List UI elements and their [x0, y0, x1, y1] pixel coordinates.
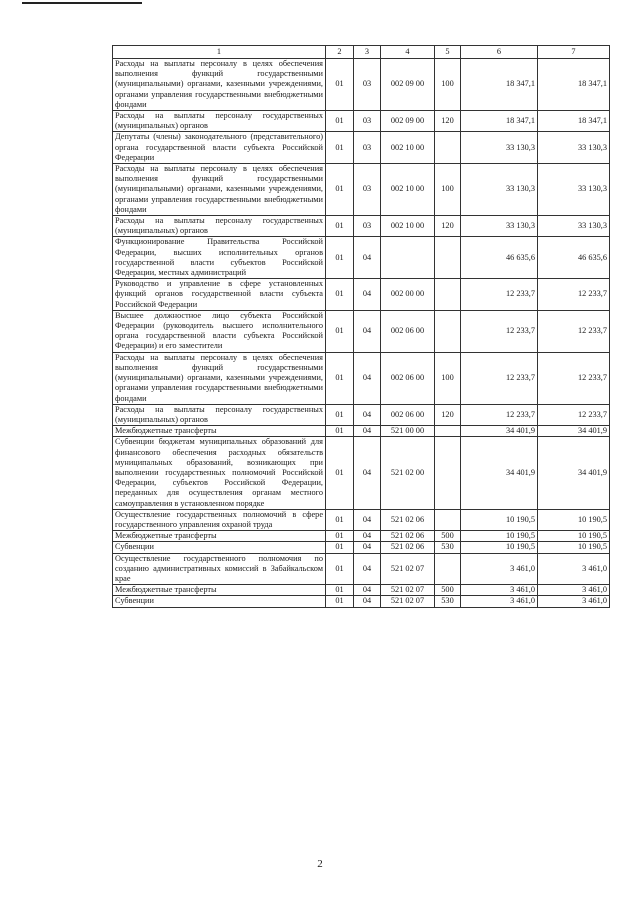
expense-type-cell: 500: [435, 531, 461, 542]
amount-col6-cell: 34 401,9: [461, 437, 538, 509]
amount-col7-cell: 10 190,5: [538, 509, 610, 530]
subsection-code-cell: 04: [354, 426, 381, 437]
expense-type-cell: [435, 553, 461, 585]
expense-type-cell: 120: [435, 216, 461, 237]
table-row: [113, 509, 610, 530]
target-article-cell: 002 10 00: [381, 132, 435, 164]
table-row: [113, 426, 610, 437]
subsection-code-cell: 04: [354, 585, 381, 596]
subsection-code-cell: 03: [354, 216, 381, 237]
amount-col6-cell: 33 130,3: [461, 164, 538, 216]
expense-type-cell: [435, 237, 461, 279]
expense-type-cell: 530: [435, 596, 461, 607]
target-article-cell: 521 02 07: [381, 585, 435, 596]
amount-col6-cell: 33 130,3: [461, 216, 538, 237]
top-rule: [22, 2, 142, 4]
table-row: [113, 531, 610, 542]
section-code-cell: 01: [326, 531, 354, 542]
target-article-cell: 002 00 00: [381, 279, 435, 311]
amount-col7-cell: 12 233,7: [538, 310, 610, 352]
amount-col6-cell: 10 190,5: [461, 542, 538, 553]
amount-col7-cell: 18 347,1: [538, 111, 610, 132]
amount-col6-cell: 18 347,1: [461, 111, 538, 132]
expense-type-cell: [435, 437, 461, 509]
target-article-cell: 521 02 06: [381, 542, 435, 553]
section-code-cell: 01: [326, 437, 354, 509]
table-row: [113, 279, 610, 311]
target-article-cell: 002 06 00: [381, 404, 435, 425]
target-article-cell: 002 10 00: [381, 216, 435, 237]
table-row: [113, 237, 610, 279]
amount-col7-cell: 3 461,0: [538, 553, 610, 585]
column-header: 5: [435, 46, 461, 59]
table-row: [113, 216, 610, 237]
subsection-code-cell: 04: [354, 596, 381, 607]
amount-col6-cell: 46 635,6: [461, 237, 538, 279]
subsection-code-cell: 03: [354, 59, 381, 111]
expense-type-cell: [435, 310, 461, 352]
subsection-code-cell: 04: [354, 437, 381, 509]
section-code-cell: 01: [326, 404, 354, 425]
amount-col7-cell: 34 401,9: [538, 426, 610, 437]
table-row: [113, 553, 610, 585]
table-row: [113, 132, 610, 164]
subsection-code-cell: 04: [354, 553, 381, 585]
section-code-cell: 01: [326, 164, 354, 216]
amount-col7-cell: 33 130,3: [538, 132, 610, 164]
expense-type-cell: [435, 426, 461, 437]
target-article-cell: [381, 237, 435, 279]
subsection-code-cell: 03: [354, 111, 381, 132]
table-row: [113, 585, 610, 596]
row-name-cell: Высшее должностное лицо субъекта Российской Федерации (руководитель высшего исполнительного органа государственной власти субъекта Российской Федерации) и его заместители: [113, 310, 326, 352]
section-code-cell: 01: [326, 596, 354, 607]
amount-col6-cell: 3 461,0: [461, 553, 538, 585]
section-code-cell: 01: [326, 111, 354, 132]
expense-type-cell: 530: [435, 542, 461, 553]
subsection-code-cell: 04: [354, 310, 381, 352]
section-code-cell: 01: [326, 352, 354, 404]
section-code-cell: 01: [326, 59, 354, 111]
row-name-cell: Субвенции: [113, 596, 326, 607]
section-code-cell: 01: [326, 310, 354, 352]
expense-type-cell: 120: [435, 111, 461, 132]
subsection-code-cell: 04: [354, 279, 381, 311]
amount-col7-cell: 34 401,9: [538, 437, 610, 509]
table-row: [113, 111, 610, 132]
table-row: [113, 164, 610, 216]
row-name-cell: Расходы на выплаты персоналу государственных (муниципальных) органов: [113, 404, 326, 425]
expense-type-cell: 100: [435, 164, 461, 216]
section-code-cell: 01: [326, 279, 354, 311]
target-article-cell: 521 00 00: [381, 426, 435, 437]
page-number: 2: [317, 858, 323, 870]
amount-col6-cell: 12 233,7: [461, 352, 538, 404]
row-name-cell: Субвенции бюджетам муниципальных образований для финансового обеспечения расходных обязательств муниципальных образований, возникающих при выполнении государственных полномочий Российской Федерации, субъектов Российской Федерации, переданных для осуществления органам местного самоуправления в установленном порядке: [113, 437, 326, 509]
target-article-cell: 521 02 07: [381, 553, 435, 585]
section-code-cell: 01: [326, 237, 354, 279]
row-name-cell: Расходы на выплаты персоналу государственных (муниципальных) органов: [113, 111, 326, 132]
target-article-cell: 002 09 00: [381, 111, 435, 132]
section-code-cell: 01: [326, 553, 354, 585]
row-name-cell: Межбюджетные трансферты: [113, 426, 326, 437]
table-row: [113, 542, 610, 553]
column-header: 6: [461, 46, 538, 59]
target-article-cell: 002 10 00: [381, 164, 435, 216]
amount-col6-cell: 12 233,7: [461, 404, 538, 425]
row-name-cell: Депутаты (члены) законодательного (представительного) органа государственной власти субъекта Российской Федерации: [113, 132, 326, 164]
amount-col7-cell: 18 347,1: [538, 59, 610, 111]
table-row: [113, 59, 610, 111]
expense-type-cell: 500: [435, 585, 461, 596]
subsection-code-cell: 04: [354, 531, 381, 542]
amount-col7-cell: 46 635,6: [538, 237, 610, 279]
expense-type-cell: 100: [435, 352, 461, 404]
subsection-code-cell: 04: [354, 542, 381, 553]
section-code-cell: 01: [326, 216, 354, 237]
amount-col6-cell: 34 401,9: [461, 426, 538, 437]
section-code-cell: 01: [326, 426, 354, 437]
row-name-cell: Осуществление государственного полномочия по созданию административных комиссий в Забайкальском крае: [113, 553, 326, 585]
subsection-code-cell: 04: [354, 509, 381, 530]
row-name-cell: Субвенции: [113, 542, 326, 553]
row-name-cell: Функционирование Правительства Российской Федерации, высших исполнительных органов государственной власти субъектов Российской Федерации, местных администраций: [113, 237, 326, 279]
row-name-cell: Расходы на выплаты персоналу в целях обеспечения выполнения функций государственными (муниципальными) органами, казенными учреждениями, органами управления государственными внебюджетными фондами: [113, 352, 326, 404]
table-row: [113, 404, 610, 425]
expense-type-cell: [435, 132, 461, 164]
row-name-cell: Расходы на выплаты персоналу государственных (муниципальных) органов: [113, 216, 326, 237]
amount-col6-cell: 3 461,0: [461, 585, 538, 596]
subsection-code-cell: 04: [354, 404, 381, 425]
column-header: 2: [326, 46, 354, 59]
amount-col7-cell: 12 233,7: [538, 279, 610, 311]
table-row: [113, 437, 610, 509]
expense-type-cell: [435, 509, 461, 530]
section-code-cell: 01: [326, 509, 354, 530]
target-article-cell: 002 06 00: [381, 352, 435, 404]
row-name-cell: Расходы на выплаты персоналу в целях обеспечения выполнения функций государственными (муниципальными) органами, казенными учреждениями, органами управления государственными внебюджетными фондами: [113, 59, 326, 111]
column-header: 1: [113, 46, 326, 59]
table-row: [113, 596, 610, 607]
section-code-cell: 01: [326, 132, 354, 164]
row-name-cell: Межбюджетные трансферты: [113, 585, 326, 596]
subsection-code-cell: 03: [354, 164, 381, 216]
amount-col6-cell: 3 461,0: [461, 596, 538, 607]
table-row: [113, 352, 610, 404]
amount-col7-cell: 12 233,7: [538, 352, 610, 404]
subsection-code-cell: 03: [354, 132, 381, 164]
row-name-cell: Межбюджетные трансферты: [113, 531, 326, 542]
amount-col6-cell: 12 233,7: [461, 310, 538, 352]
amount-col7-cell: 3 461,0: [538, 596, 610, 607]
target-article-cell: 521 02 06: [381, 509, 435, 530]
amount-col7-cell: 3 461,0: [538, 585, 610, 596]
target-article-cell: 521 02 06: [381, 531, 435, 542]
expense-type-cell: [435, 279, 461, 311]
target-article-cell: 002 09 00: [381, 59, 435, 111]
amount-col7-cell: 33 130,3: [538, 164, 610, 216]
column-header: 7: [538, 46, 610, 59]
amount-col6-cell: 10 190,5: [461, 509, 538, 530]
amount-col7-cell: 33 130,3: [538, 216, 610, 237]
expense-type-cell: 100: [435, 59, 461, 111]
budget-table: [112, 45, 610, 608]
section-code-cell: 01: [326, 585, 354, 596]
target-article-cell: 521 02 00: [381, 437, 435, 509]
expense-type-cell: 120: [435, 404, 461, 425]
table-row: [113, 310, 610, 352]
amount-col7-cell: 10 190,5: [538, 542, 610, 553]
column-header: 4: [381, 46, 435, 59]
target-article-cell: 002 06 00: [381, 310, 435, 352]
amount-col7-cell: 12 233,7: [538, 404, 610, 425]
row-name-cell: Расходы на выплаты персоналу в целях обеспечения выполнения функций государственными (муниципальными) органами, казенными учреждениями, органами управления государственными внебюджетными фондами: [113, 164, 326, 216]
amount-col6-cell: 18 347,1: [461, 59, 538, 111]
column-header: 3: [354, 46, 381, 59]
section-code-cell: 01: [326, 542, 354, 553]
amount-col6-cell: 10 190,5: [461, 531, 538, 542]
row-name-cell: Руководство и управление в сфере установленных функций органов государственной власти субъекта Российской Федерации: [113, 279, 326, 311]
amount-col7-cell: 10 190,5: [538, 531, 610, 542]
amount-col6-cell: 12 233,7: [461, 279, 538, 311]
amount-col6-cell: 33 130,3: [461, 132, 538, 164]
table-header-row: [113, 46, 610, 59]
target-article-cell: 521 02 07: [381, 596, 435, 607]
subsection-code-cell: 04: [354, 237, 381, 279]
subsection-code-cell: 04: [354, 352, 381, 404]
row-name-cell: Осуществление государственных полномочий в сфере государственного управления охраной труда: [113, 509, 326, 530]
